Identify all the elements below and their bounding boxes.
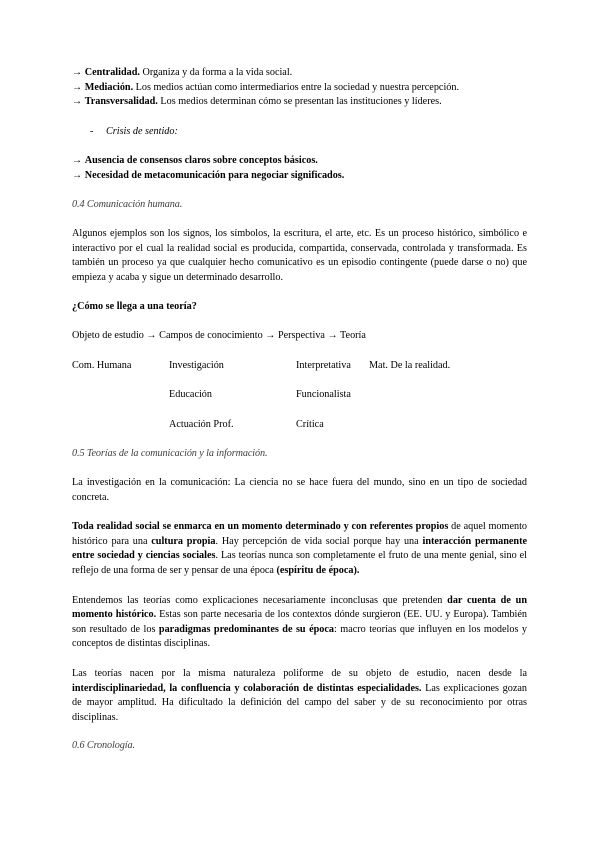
text: Entendemos las teorías como explicaciones necesariamente inconclusas que pretenden bbox=[72, 594, 448, 606]
bold-text: paradigmas predominantes de su época bbox=[158, 623, 334, 635]
term: Centralidad. bbox=[84, 67, 140, 78]
dash-bullet: - bbox=[90, 125, 94, 137]
text: . Las teorías nunca son completamente el fruto de una mente genial, sino el reflejo de una forma de ser y pensar de una época bbox=[72, 550, 527, 577]
document-page bbox=[72, 66, 527, 754]
table-cell: Com. Humana bbox=[72, 359, 132, 371]
crisis-subheading bbox=[72, 125, 527, 140]
bold-text: interacción permanente entre sociedad y ciencias sociales bbox=[72, 535, 527, 562]
text: . Hay percepción de vida social porque hay una bbox=[215, 535, 423, 547]
arrow-icon: → bbox=[72, 67, 85, 78]
definition: Los medios determinan cómo se presentan las instituciones y líderes. bbox=[157, 96, 442, 108]
table-cell: Mat. De la realidad. bbox=[369, 359, 451, 371]
term: Transversalidad. bbox=[84, 96, 158, 108]
crisis-item-text: Necesidad de metacomunicación para negociar significados. bbox=[84, 169, 345, 181]
bold-text: (espíritu de época). bbox=[276, 565, 360, 577]
media-function-item bbox=[72, 95, 527, 110]
arrow-icon: → bbox=[72, 155, 85, 167]
theory-table-row bbox=[72, 418, 527, 433]
text: : macro teorías que influyen en los modelos y conceptos de distintas disciplinas. bbox=[72, 623, 528, 650]
theory-table-row bbox=[72, 359, 527, 374]
text: de aquel momento histórico para una bbox=[72, 521, 527, 547]
text: Las teorías nacen por la misma naturaleza poliforme de su objeto de estudio, nacen desde la bbox=[72, 668, 527, 680]
section-heading-0-6: 0.6 Cronología. bbox=[72, 740, 135, 752]
table-cell: Interpretativa bbox=[296, 359, 351, 371]
definition: Los medios actúan como intermediarios entre la sociedad y nuestra percepción. bbox=[133, 81, 460, 93]
crisis-item bbox=[72, 154, 527, 169]
table-cell: Funcionalista bbox=[296, 389, 351, 401]
table-cell: Actuación Prof. bbox=[169, 418, 234, 430]
text: Las explicaciones gozan de mayor amplitud. Ha dificultado la definición del campo del saber y de su reconocimiento por otras disciplinas. bbox=[72, 682, 527, 723]
paragraph-interdisciplinary bbox=[72, 667, 527, 725]
media-function-item bbox=[72, 66, 527, 81]
question-heading bbox=[72, 300, 527, 315]
table-cell: Investigación bbox=[169, 359, 224, 371]
paragraph-theories bbox=[72, 594, 527, 652]
bold-text: dar cuenta de un momento histórico. bbox=[72, 594, 527, 621]
section-heading-0-5: 0.5 Teorías de la comunicación y la información. bbox=[72, 447, 268, 459]
table-cell: Crítica bbox=[296, 418, 324, 430]
crisis-label: Crisis de sentido: bbox=[106, 125, 178, 137]
crisis-item-text: Ausencia de consensos claros sobre conceptos básicos. bbox=[84, 155, 318, 167]
arrow-icon: → bbox=[72, 96, 85, 108]
bold-text: interdisciplinariedad, la confluencia y colaboración de distintas especialidades. bbox=[72, 682, 422, 694]
media-function-item bbox=[72, 81, 527, 96]
paragraph-human-communication: Algunos ejemplos son los signos, los símbolos, la escritura, el arte, etc. Es un proceso histórico, simbólico e interactivo por el cual la realidad social es producida, compartida, conservada, controlada y transformada. Es también un proceso ya que cualquier hecho comunicativo es un episodio contingente (puede darse o no) que empieza y acaba y sigue un determinado desarrollo. bbox=[72, 228, 527, 283]
arrow-icon: → bbox=[72, 81, 85, 93]
definition: Organiza y da forma a la vida social. bbox=[139, 67, 293, 78]
theory-chain: Objeto de estudio → Campos de conocimiento → Perspectiva → Teoría bbox=[72, 330, 366, 342]
crisis-item bbox=[72, 169, 527, 184]
table-cell: Educación bbox=[169, 389, 212, 401]
paragraph-research: La investigación en la comunicación: La ciencia no se hace fuera del mundo, sino en un tipo de sociedad concreta. bbox=[72, 477, 527, 503]
text: Estas son parte necesaria de los contextos dónde surgieron (EE. UU. y Europa). También son resultado de los bbox=[72, 609, 527, 635]
term: Mediación. bbox=[84, 81, 134, 93]
section-heading-0-4: 0.4 Comunicación humana. bbox=[72, 198, 183, 210]
paragraph-social-reality bbox=[72, 520, 527, 578]
bold-text: Toda realidad social se enmarca en un momento determinado y con referentes propios bbox=[72, 521, 449, 533]
arrow-icon: → bbox=[72, 169, 85, 181]
bold-text: cultura propia bbox=[151, 535, 216, 547]
theory-table-row bbox=[72, 388, 527, 403]
question-text: ¿Cómo se llega a una teoría? bbox=[72, 300, 197, 312]
